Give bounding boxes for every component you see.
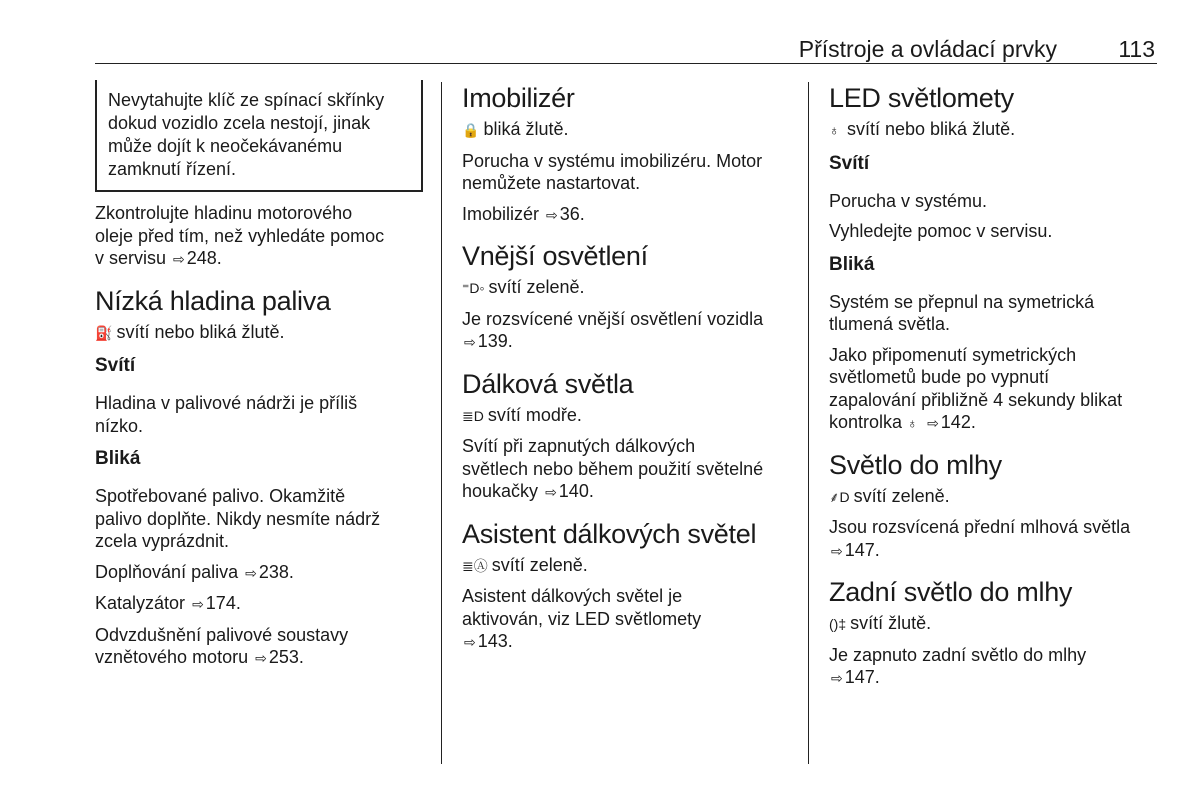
- fog-light-text: Jsou rozsvícená přední mlhová světla ⇨ 147.: [829, 517, 1131, 560]
- indicator-line: ≣D svítí modře.: [462, 404, 792, 428]
- reference-arrow-icon: ⇨: [831, 670, 843, 686]
- rear-fog-light-icon: ()‡: [829, 616, 847, 632]
- reference-arrow-icon: ⇨: [546, 206, 558, 223]
- paragraph: Vyhledejte pomoc v servisu.: [829, 221, 1053, 241]
- reference-arrow-icon: ⇨: [192, 596, 204, 612]
- page-reference[interactable]: 140.: [558, 481, 594, 501]
- paragraph: Spotřebované palivo. Okamžitě palivo doplňte. Nikdy nesmíte nádrž zcela vyprázdnit.: [95, 486, 381, 551]
- refuel-reference: Doplňování paliva ⇨ 238.: [95, 561, 294, 582]
- reference-arrow-icon: ⇨: [173, 251, 185, 267]
- section-title: Přístroje a ovládací prvky: [798, 36, 1057, 62]
- paragraph: Porucha v systému imobilizéru. Motor nemůžete nastartovat.: [462, 150, 763, 193]
- indicator-line: ⛽ svítí nebo bliká žlutě.: [95, 321, 429, 345]
- reference-arrow-icon: ⇨: [255, 650, 267, 666]
- paragraph: Systém se přepnul na symetrická tlumená světla.: [829, 291, 1095, 334]
- high-beam-assist-icon: ≣Ⓐ: [462, 557, 488, 574]
- page-reference[interactable]: 36.: [559, 203, 585, 224]
- headlight-warning-icon: ♁: [829, 122, 840, 138]
- front-fog-light-icon: ⸙D: [829, 488, 850, 505]
- indicator-line: ⸙D svítí zeleně.: [829, 485, 1164, 509]
- column-divider: [808, 82, 809, 764]
- column-divider: [441, 82, 442, 764]
- subheading-lit: Svítí: [829, 152, 870, 174]
- fuel-pump-icon: ⛽: [95, 324, 113, 341]
- warning-box: Nevytahujte klíč ze spínací skřínky dokud vozidlo zcela nestojí, jinak může dojít k neočekávanému zamknutí řízení.: [95, 80, 423, 192]
- high-beam-assist-text: Asistent dálkových světel je aktivován, viz LED světlomety ⇨ 143.: [462, 586, 702, 651]
- subheading-lit: Svítí: [95, 355, 136, 376]
- exterior-lighting-text: Je rozsvícené vnější osvětlení vozidla ⇨ 139.: [462, 308, 764, 351]
- lock-icon: 🔒: [462, 122, 480, 138]
- section-heading-low-fuel: Nízká hladina paliva: [95, 285, 331, 316]
- page-reference[interactable]: 147.: [844, 667, 880, 687]
- column-1: [95, 80, 429, 678]
- indicator-line: ()‡ svítí žlutě.: [829, 612, 1164, 636]
- rear-fog-light-text: Je zapnuto zadní světlo do mlhy ⇨ 147.: [829, 644, 1087, 687]
- reference-arrow-icon: ⇨: [464, 634, 476, 650]
- bleed-reference: Odvzdušnění palivové soustavy vznětového motoru ⇨ 253.: [95, 624, 349, 667]
- paragraph: Porucha v systému.: [829, 190, 988, 211]
- paragraph: Hladina v palivové nádrži je příliš nízko.: [95, 393, 358, 436]
- page-reference[interactable]: 248.: [186, 248, 222, 268]
- header-rule: [95, 63, 1157, 64]
- subheading-blink: Bliká: [829, 253, 875, 275]
- indicator-line: ⁼D◦ svítí zeleně.: [462, 276, 792, 300]
- indicator-line: ♁ svítí nebo bliká žlutě.: [829, 118, 1164, 142]
- indicator-line: 🔒 bliká žlutě.: [462, 118, 792, 142]
- section-heading-high-beam: Dálková světla: [462, 368, 634, 399]
- page-reference[interactable]: 174.: [205, 593, 241, 613]
- section-heading-exterior-lighting: Vnější osvětlení: [462, 241, 648, 271]
- section-heading-fog-light: Světlo do mlhy: [829, 449, 1002, 480]
- high-beam-text: Svítí při zapnutých dálkových světlech nebo během použití světelné houkačky ⇨ 140.: [462, 436, 764, 501]
- page-reference[interactable]: 142.: [940, 412, 976, 432]
- oil-check-text: Zkontrolujte hladinu motorového oleje před tím, než vyhledáte pomoc v servisu ⇨ 248.: [95, 203, 385, 268]
- blink-reference: Jako připomenutí symetrických světlometů bude po vypnutí zapalování přibližně 4 sekundy blikat kontrolka ♁ ⇨ 142.: [829, 344, 1164, 435]
- indicator-line: ≣Ⓐ svítí zeleně.: [462, 554, 792, 578]
- page-reference[interactable]: 139.: [477, 331, 513, 351]
- page-number: 113: [1118, 36, 1155, 62]
- headlight-warning-icon: ♁: [907, 415, 918, 431]
- immobilizer-reference: Imobilizér ⇨ 36.: [462, 203, 585, 224]
- subheading-blink: Bliká: [95, 448, 141, 469]
- reference-arrow-icon: ⇨: [831, 542, 843, 559]
- section-heading-rear-fog-light: Zadní světlo do mlhy: [829, 577, 1073, 607]
- column-3: [829, 82, 1164, 698]
- section-heading-immobilizer: Imobilizér: [462, 83, 575, 113]
- page-reference[interactable]: 143.: [477, 631, 513, 651]
- reference-arrow-icon: ⇨: [545, 484, 557, 500]
- section-heading-led-headlights: LED světlomety: [829, 83, 1014, 113]
- exterior-light-icon: ⁼D◦: [462, 280, 485, 296]
- high-beam-icon: ≣D: [462, 407, 484, 424]
- section-heading-high-beam-assist: Asistent dálkových světel: [462, 518, 757, 549]
- page-reference[interactable]: 253.: [268, 647, 304, 667]
- column-2: [462, 82, 792, 662]
- reference-arrow-icon: ⇨: [245, 564, 257, 581]
- reference-arrow-icon: ⇨: [927, 415, 939, 431]
- reference-arrow-icon: ⇨: [464, 334, 476, 350]
- page-reference[interactable]: 147.: [844, 539, 880, 560]
- catalyst-reference: Katalyzátor ⇨ 174.: [95, 593, 241, 613]
- page-reference[interactable]: 238.: [258, 561, 294, 582]
